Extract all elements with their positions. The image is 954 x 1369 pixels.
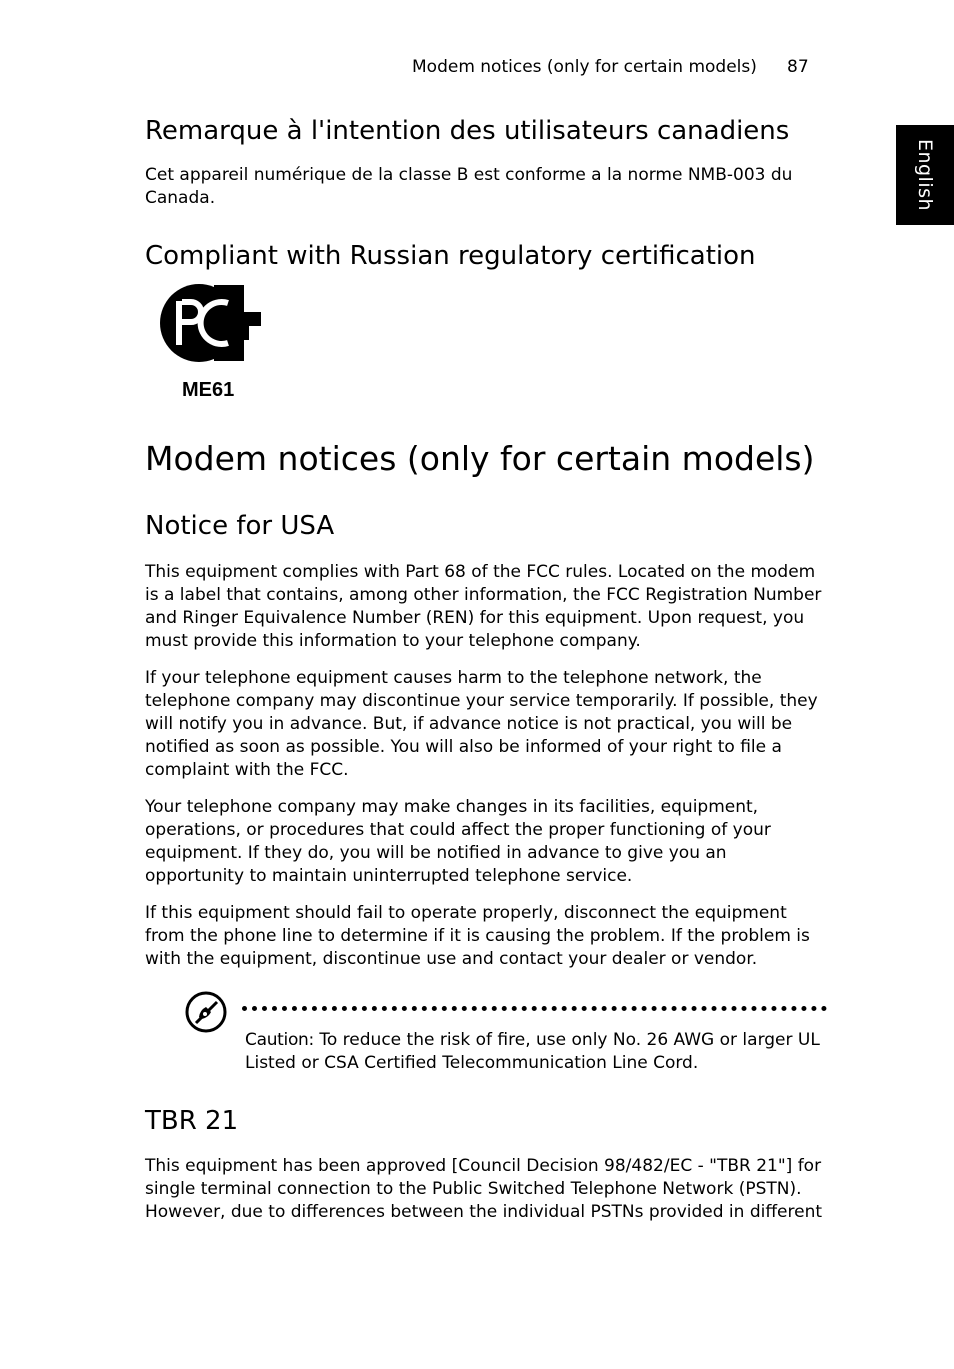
caution-label: Caution: (245, 1030, 314, 1050)
usa-paragraph: Your telephone company may make changes in its facilities, equipment, operations, or procedures that could affect the proper functioning of your equipment. If they do, you will be notified in advance to give you an opportunity to maintain uninterrupted telephone service. (145, 797, 771, 886)
caution-text: To reduce the risk of fire, use only No. 26 AWG or larger UL Listed or CSA Certified Telecommunication Line Cord. (245, 1030, 820, 1073)
tbr-text: This equipment has been approved [Council Decision 98/482/EC - "TBR 21"] for single terminal connection to the Public Switched Telephone Network (PSTN). However, due to differences between the individual PSTNs provided in different (145, 1156, 823, 1222)
canada-heading: Remarque à l'intention des utilisateurs canadiens (145, 116, 790, 146)
canada-text: Cet appareil numérique de la classe B est conforme a la norme NMB-003 du Canada. (145, 165, 793, 208)
page-number: 87 (787, 57, 809, 77)
tbr-heading: TBR 21 (145, 1106, 239, 1136)
russia-heading: Compliant with Russian regulatory certification (145, 241, 756, 271)
usa-paragraph: If this equipment should fail to operate properly, disconnect the equipment from the phone line to determine if it is causing the problem. If the problem is with the equipment, discontinue use and contact your dealer or vendor. (145, 903, 810, 969)
caution-note (245, 1029, 825, 1075)
note-pen-icon (184, 990, 228, 1034)
language-tab (896, 125, 954, 225)
note-divider (242, 1006, 827, 1011)
usa-heading: Notice for USA (145, 511, 335, 541)
pct-certification-logo (158, 283, 262, 365)
usa-paragraph: If your telephone equipment causes harm to the telephone network, the telephone company may discontinue your service temporarily. If possible, they will notify you in advance. But, if advance notice is not practical, you will be notified as soon as possible. You will also be informed of your right to file a complaint with the FCC. (145, 668, 818, 780)
language-tab-label: English (914, 138, 936, 212)
logo-code: ME61 (182, 379, 235, 401)
modem-notices-title: Modem notices (only for certain models) (145, 439, 815, 478)
running-header-title: Modem notices (only for certain models) (412, 57, 757, 77)
usa-paragraph: This equipment complies with Part 68 of the FCC rules. Located on the modem is a label that contains, among other information, the FCC Registration Number and Ringer Equivalence Number (REN) for this equipment. Upon request, you must provide this information to your telephone company. (145, 562, 822, 651)
